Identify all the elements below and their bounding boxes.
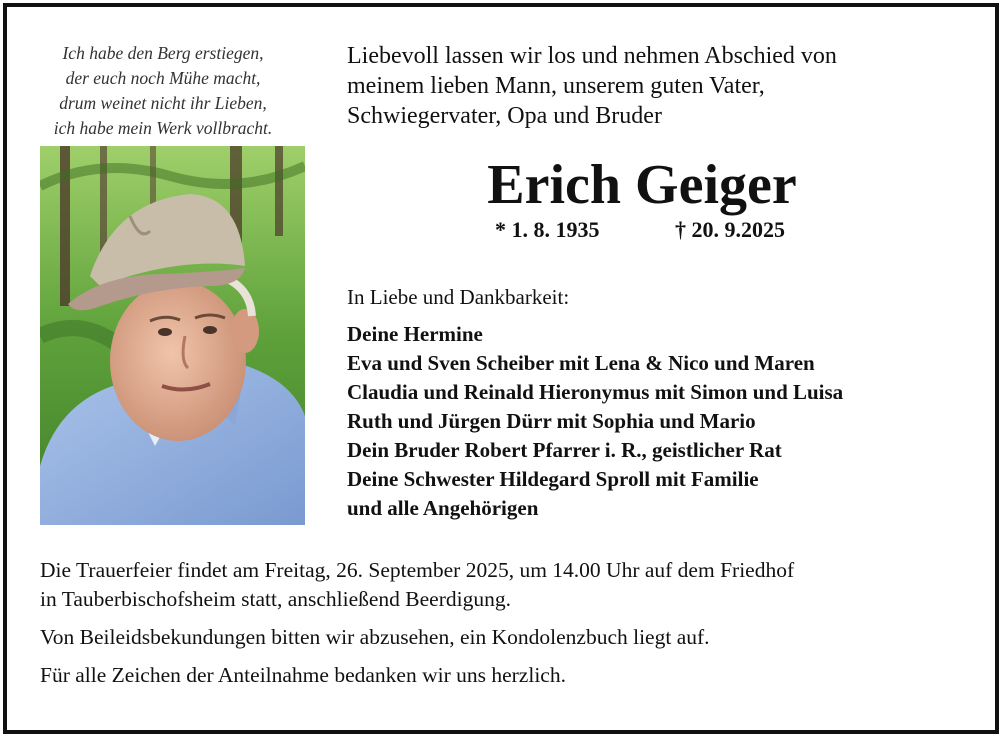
mourner-line: Dein Bruder Robert Pfarrer i. R., geistlicher Rat — [347, 438, 782, 462]
funeral-line: Die Trauerfeier findet am Freitag, 26. September 2025, um 14.00 Uhr auf dem Friedhof — [40, 558, 795, 582]
funeral-line: in Tauberbischofsheim statt, anschließend Beerdigung. — [40, 587, 511, 611]
funeral-info — [40, 556, 970, 614]
birth-date: * 1. 8. 1935 — [495, 217, 600, 242]
poem-line: der euch noch Mühe macht, — [65, 68, 261, 88]
portrait-photo — [40, 146, 305, 525]
intro-line: Liebevoll lassen wir los und nehmen Abschied von — [347, 43, 837, 69]
mourner-line: Eva und Sven Scheiber mit Lena & Nico und Maren — [347, 351, 815, 375]
mourner-line: Ruth und Jürgen Dürr mit Sophia und Mario — [347, 409, 756, 433]
mourner-line: Claudia und Reinald Hieronymus mit Simon und Luisa — [347, 380, 844, 404]
mourners-list — [347, 320, 977, 523]
intro-line: meinem lieben Mann, unserem guten Vater, — [347, 73, 765, 99]
poem-line: Ich habe den Berg erstiegen, — [62, 43, 264, 63]
poem-line: ich habe mein Werk vollbracht. — [53, 118, 273, 138]
intro-line: Schwiegervater, Opa und Bruder — [347, 103, 662, 129]
mourner-line: und alle Angehörigen — [347, 496, 539, 520]
poem-line: drum weinet nicht ihr Lieben, — [59, 93, 267, 113]
funeral-notices — [40, 556, 970, 699]
mourner-line: Deine Schwester Hildegard Sproll mit Familie — [347, 467, 759, 491]
life-dates — [495, 215, 785, 245]
death-date: † 20. 9.2025 — [675, 217, 785, 242]
memorial-poem — [18, 41, 308, 141]
condolence-notice: Von Beileidsbekundungen bitten wir abzusehen, ein Kondolenzbuch liegt auf. — [40, 625, 710, 649]
deceased-name: Erich Geiger — [487, 154, 797, 216]
thanks-notice: Für alle Zeichen der Anteilnahme bedanken wir uns herzlich. — [40, 663, 566, 687]
mourner-line: Deine Hermine — [347, 322, 483, 346]
farewell-intro — [347, 41, 967, 131]
gratitude-heading: In Liebe und Dankbarkeit: — [347, 285, 570, 309]
